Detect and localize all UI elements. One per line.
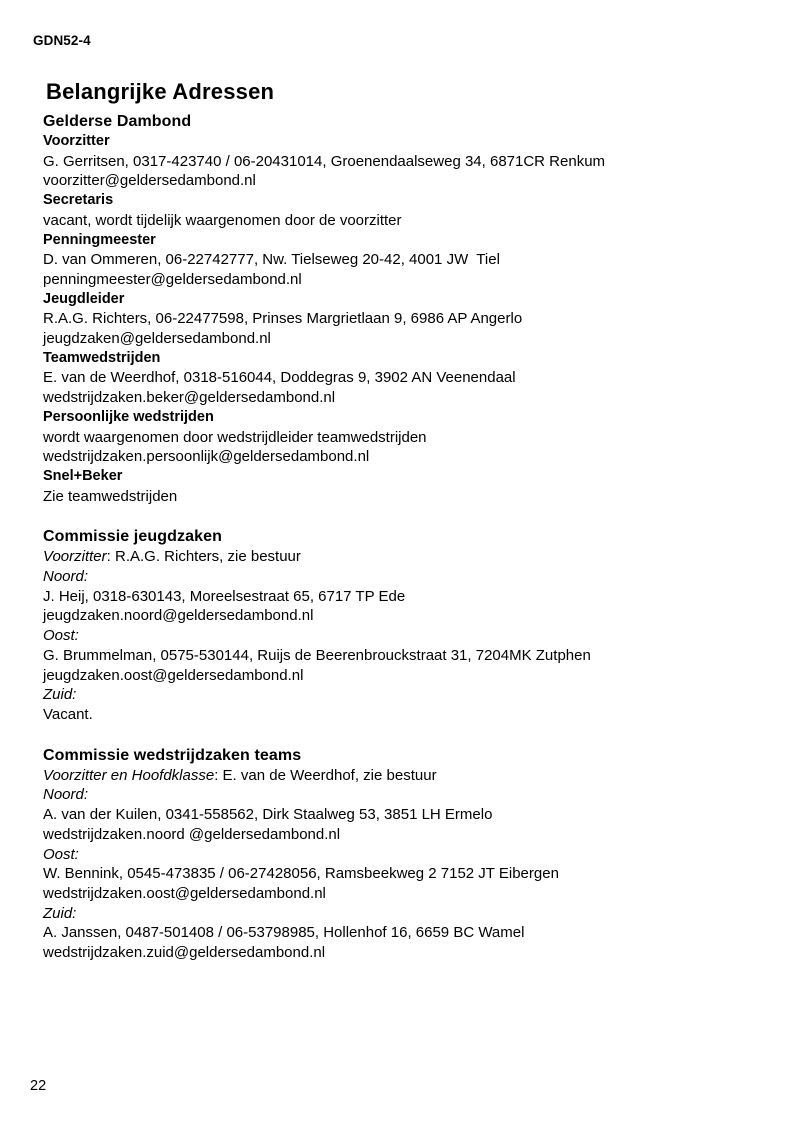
region-entry bbox=[43, 567, 763, 626]
entry-label: Persoonlijke wedstrijden bbox=[43, 408, 214, 425]
page-number: 22 bbox=[30, 1078, 47, 1094]
entry-line: J. Heij, 0318-630143, Moreelsestraat 65, 6717 TP Ede bbox=[43, 587, 406, 605]
contact-entry bbox=[43, 290, 763, 349]
region-entry bbox=[43, 845, 763, 904]
region-label: Oost: bbox=[43, 627, 79, 645]
entry-line: W. Bennink, 0545-473835 / 06-27428056, Ramsbeekweg 2 7152 JT Eibergen bbox=[43, 865, 559, 883]
entry-email: wedstrijdzaken.beker@geldersedambond.nl bbox=[43, 389, 336, 407]
entry-email: wedstrijdzaken.persoonlijk@geldersedambond.nl bbox=[43, 448, 370, 466]
entry-email: jeugdzaken@geldersedambond.nl bbox=[43, 330, 271, 348]
entry-label: Secretaris bbox=[43, 192, 114, 209]
region-label: Zuid: bbox=[43, 686, 77, 704]
entry-label: Snel+Beker bbox=[43, 467, 123, 484]
page-title: Belangrijke Adressen bbox=[46, 78, 275, 104]
entry-label: Jeugdleider bbox=[43, 290, 125, 307]
chair-label: Voorzitter bbox=[43, 548, 107, 566]
entry-line: vacant, wordt tijdelijk waargenomen door de voorzitter bbox=[43, 211, 402, 229]
entry-email: wedstrijdzaken.noord @geldersedambond.nl bbox=[43, 825, 341, 843]
entry-line: G. Brummelman, 0575-530144, Ruijs de Beerenbrouckstraat 31, 7204MK Zutphen bbox=[43, 646, 591, 664]
entry-line: R.A.G. Richters, 06-22477598, Prinses Margrietlaan 9, 6986 AP Angerlo bbox=[43, 310, 523, 328]
region-label: Zuid: bbox=[43, 904, 77, 922]
region-label: Noord: bbox=[43, 568, 89, 586]
section-heading: Commissie jeugdzaken bbox=[43, 528, 222, 546]
entry-line: wordt waargenomen door wedstrijdleider teamwedstrijden bbox=[43, 428, 427, 446]
entry-email: voorzitter@geldersedambond.nl bbox=[43, 172, 256, 190]
entry-email: jeugdzaken.oost@geldersedambond.nl bbox=[43, 666, 304, 684]
contact-entry bbox=[43, 408, 763, 467]
region-entry bbox=[43, 626, 763, 685]
region-entry bbox=[43, 785, 763, 844]
contact-entry bbox=[43, 132, 763, 191]
entry-label: Voorzitter bbox=[43, 133, 110, 149]
chair-separator: : bbox=[106, 548, 115, 566]
committee-chair bbox=[43, 547, 763, 567]
region-label: Noord: bbox=[43, 786, 89, 804]
document-code: GDN52-4 bbox=[33, 33, 91, 48]
region-entry bbox=[43, 685, 763, 724]
entry-line: Zie teamwedstrijden bbox=[43, 487, 178, 505]
entry-line: A. Janssen, 0487-501408 / 06-53798985, Hollenhof 16, 6659 BC Wamel bbox=[43, 924, 525, 942]
section-commissie-wedstrijdzaken-teams bbox=[43, 746, 763, 963]
entry-email: penningmeester@geldersedambond.nl bbox=[43, 270, 302, 288]
committee-chair bbox=[43, 766, 763, 786]
entry-email: wedstrijdzaken.zuid@geldersedambond.nl bbox=[43, 944, 326, 962]
section-commissie-jeugdzaken bbox=[43, 527, 763, 724]
contact-entry bbox=[43, 467, 763, 506]
region-entry bbox=[43, 904, 763, 963]
chair-value: R.A.G. Richters, zie bestuur bbox=[114, 548, 301, 566]
entry-line: Vacant. bbox=[43, 705, 93, 723]
entry-line: A. van der Kuilen, 0341-558562, Dirk Staalweg 53, 3851 LH Ermelo bbox=[43, 806, 493, 824]
contact-entry bbox=[43, 231, 763, 290]
entry-email: wedstrijdzaken.oost@geldersedambond.nl bbox=[43, 884, 326, 902]
chair-value: E. van de Weerdhof, zie bestuur bbox=[222, 766, 437, 784]
section-heading: Gelderse Dambond bbox=[43, 113, 192, 130]
section-heading: Commissie wedstrijdzaken teams bbox=[43, 746, 302, 764]
entry-line: E. van de Weerdhof, 0318-516044, Doddegras 9, 3902 AN Veenendaal bbox=[43, 369, 516, 387]
chair-separator: : bbox=[214, 766, 223, 784]
entry-label: Teamwedstrijden bbox=[43, 349, 161, 366]
contact-entry bbox=[43, 191, 763, 230]
entry-line: D. van Ommeren, 06-22742777, Nw. Tielseweg 20-42, 4001 JW Tiel bbox=[43, 251, 500, 269]
region-label: Oost: bbox=[43, 845, 79, 863]
contact-entry bbox=[43, 349, 763, 408]
entry-line: G. Gerritsen, 0317-423740 / 06-20431014, Groenendaalseweg 34, 6871CR Renkum bbox=[43, 152, 606, 170]
entry-label: Penningmeester bbox=[43, 231, 156, 248]
entry-email: jeugdzaken.noord@geldersedambond.nl bbox=[43, 607, 314, 625]
section-gelderse-dambond bbox=[43, 112, 763, 506]
document-body bbox=[43, 112, 763, 963]
chair-label: Voorzitter en Hoofdklasse bbox=[43, 766, 215, 784]
